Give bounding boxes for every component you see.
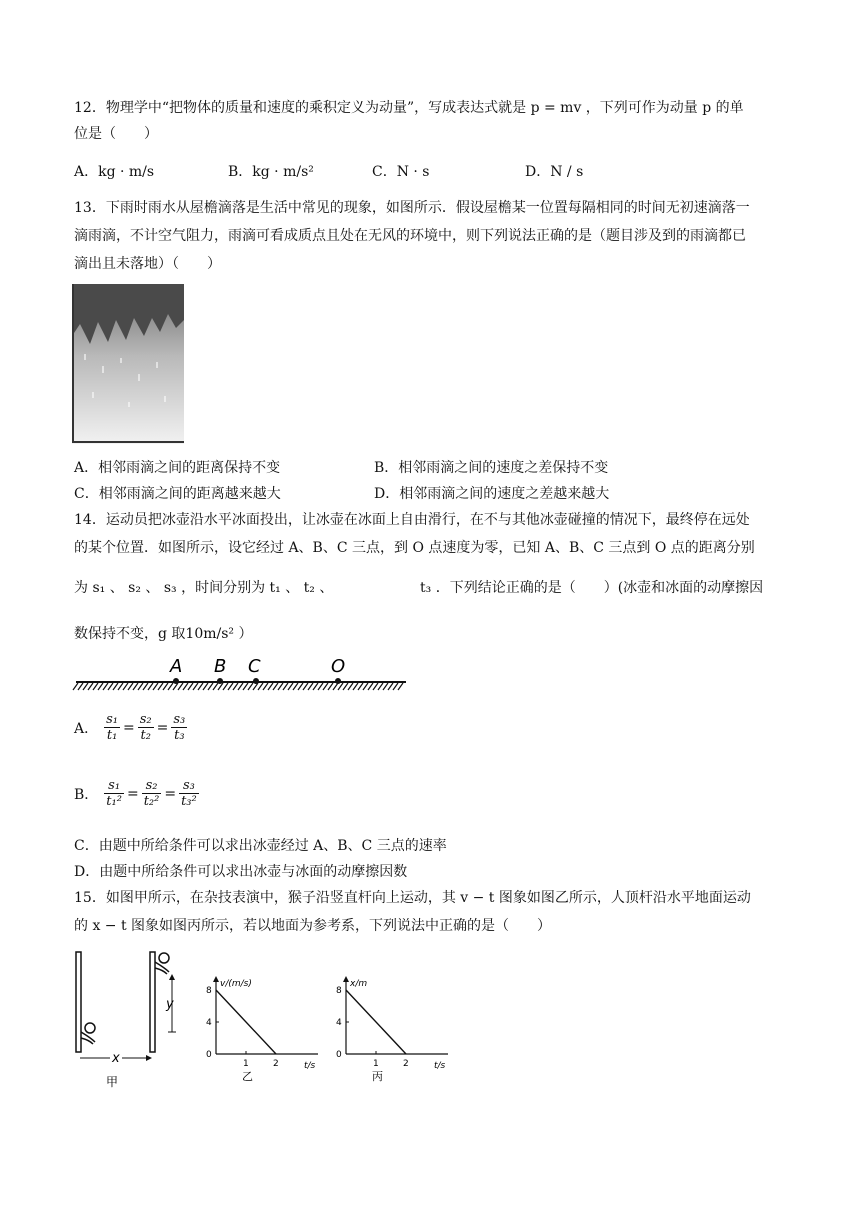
q13-line1: 13．下雨时雨水从屋檐滴落是生活中常见的现象，如图所示．假设屋檐某一位置每隔相同的时间无初速滴落一: [74, 200, 750, 216]
q14-option-b: B． $\frac{\text{s₁}}{\text{t₁²}}$ = $\frac{\text{s₂}}{\text{t₂²}}$ = $\frac{\text{s₃}}{\text{t₃²}}$: [74, 778, 197, 809]
ground-hatch: [228, 683, 233, 690]
chart-yi: [196, 976, 336, 1082]
ground-hatch: [93, 683, 98, 690]
ground-hatch: [223, 683, 228, 690]
q13-option-a: A．相邻雨滴之间的距离保持不变: [74, 460, 281, 476]
ground-hatch: [108, 683, 113, 690]
ground-hatch: [233, 683, 238, 690]
q13-option-d: D．相邻雨滴之间的速度之差越来越大: [374, 486, 610, 502]
q14-line2: 的某个位置．如图所示，设它经过 A、B、C 三点，到 O 点速度为零，已知 A、B、C 三点到 O 点的距离分别: [74, 540, 755, 556]
ground-hatch: [148, 683, 153, 690]
ground-hatch: [123, 683, 128, 690]
ground-hatch: [103, 683, 108, 690]
ground-hatch: [158, 683, 163, 690]
ground-hatch: [398, 683, 403, 690]
q12-line2: 位是（ ）: [74, 126, 158, 142]
x-tick-label: 2: [273, 1059, 279, 1069]
ground-hatch: [368, 683, 373, 690]
y-tick-label: 0: [206, 1050, 212, 1060]
ground-hatch: [283, 683, 288, 690]
ground-hatch: [173, 683, 178, 690]
ground-hatch: [128, 683, 133, 690]
q15-line1: 15．如图甲所示，在杂技表演中，猴子沿竖直杆向上运动，其 v − t 图象如图乙所示，人顶杆沿水平地面运动: [74, 890, 751, 906]
jia-caption: 甲: [106, 1075, 119, 1089]
q14-line4: 数保持不变，g 取10m/s² ）: [74, 626, 253, 642]
q14-option-b-label: B．: [74, 786, 99, 803]
ground-hatch: [203, 683, 208, 690]
ground-hatch: [248, 683, 253, 690]
x-tick-label: 1: [373, 1059, 379, 1069]
y-axis-label: x/m: [350, 979, 368, 989]
ground-hatch: [353, 683, 358, 690]
q13-option-c: C．相邻雨滴之间的距离越来越大: [74, 486, 281, 502]
ground-hatch: [343, 683, 348, 690]
ground-hatch: [378, 683, 383, 690]
point-a-label: A: [170, 656, 183, 677]
y-axis-arrow: [213, 976, 219, 982]
ground-hatch: [138, 683, 143, 690]
ground-hatch: [88, 683, 93, 690]
q14-option-c: C．由题中所给条件可以求出冰壶经过 A、B、C 三点的速率: [74, 838, 447, 854]
ground-hatch: [373, 683, 378, 690]
q15-line2: 的 x − t 图象如图丙所示，若以地面为参考系，下列说法中正确的是（ ）: [74, 918, 552, 934]
chart-caption: 丙: [372, 1070, 383, 1082]
ground-hatch: [388, 683, 393, 690]
ground-hatch: [333, 683, 338, 690]
fraction: $\frac{\text{s₃}}{\text{t₃²}}$: [181, 778, 197, 809]
ground-hatch: [348, 683, 353, 690]
ground-hatch: [168, 683, 173, 690]
ground-hatch: [118, 683, 123, 690]
ground-hatch: [153, 683, 158, 690]
ground-hatch: [208, 683, 213, 690]
monkey-icon: [81, 1023, 95, 1044]
ground-hatch: [218, 683, 223, 690]
q13-line3: 滴出且未落地）（ ）: [74, 256, 221, 272]
q14-line1: 14．运动员把冰壶沿水平冰面投出，让冰壶在冰面上自由滑行，在不与其他冰壶碰撞的情况下，最终停在远处: [74, 512, 750, 528]
ground-hatch: [298, 683, 303, 690]
ground-hatch: [188, 683, 193, 690]
y-tick-label: 4: [206, 1018, 212, 1028]
ground-hatch: [83, 683, 88, 690]
pole-right: [150, 952, 155, 1052]
y-tick-label: 0: [336, 1050, 342, 1060]
jia-y-label: y: [166, 997, 174, 1012]
ground-hatch: [393, 683, 398, 690]
q14-option-a-label: A．: [74, 720, 99, 737]
monkey-icon: [155, 953, 169, 974]
q14-line3b: t₃ ．下列结论正确的是（ ）(冰壶和冰面的动摩擦因: [420, 580, 764, 596]
ground-hatch: [268, 683, 273, 690]
q14-line3a: 为 s₁ 、 s₂ 、 s₃ ，时间分别为 t₁ 、 t₂ 、: [74, 580, 334, 596]
ground-hatch: [253, 683, 258, 690]
fraction: $\frac{\text{s₁}}{\text{t₁²}}$: [106, 778, 122, 809]
figure-jia: [70, 946, 200, 1092]
curling-track-figure: [72, 652, 412, 698]
ground-hatch: [98, 683, 103, 690]
chart-caption: 乙: [242, 1070, 253, 1082]
q13-line2: 滴雨滴，不计空气阻力，雨滴可看成质点且处在无风的环境中，则下列说法正确的是（题目涉及到的雨滴都已: [74, 228, 746, 244]
q14-option-d: D．由题中所给条件可以求出冰壶与冰面的动摩擦因数: [74, 864, 408, 880]
ground-hatch: [318, 683, 323, 690]
ground-hatch: [328, 683, 333, 690]
ground-hatch: [278, 683, 283, 690]
ground-hatch: [198, 683, 203, 690]
ground-hatch: [213, 683, 218, 690]
fraction: $\frac{\text{s₃}}{\text{t₃}}$: [173, 712, 186, 743]
y-tick-label: 4: [336, 1018, 342, 1028]
ground-hatch: [113, 683, 118, 690]
chart-bing: [326, 976, 476, 1082]
ground-hatch: [258, 683, 263, 690]
ground-hatch: [363, 683, 368, 690]
q12-option-c: C．N · s: [372, 164, 430, 180]
ground-hatch: [308, 683, 313, 690]
ground-hatch: [178, 683, 183, 690]
ground-hatch: [288, 683, 293, 690]
ground-hatch: [293, 683, 298, 690]
point-b-label: B: [214, 656, 227, 677]
y-axis-arrow: [343, 976, 349, 982]
y-tick-label: 8: [206, 986, 212, 996]
ground-hatch: [78, 683, 83, 690]
x-tick-label: 2: [403, 1059, 409, 1069]
ground-hatch: [273, 683, 278, 690]
ground-hatch: [313, 683, 318, 690]
ground-hatch: [143, 683, 148, 690]
ground-hatch: [183, 683, 188, 690]
jia-x-label: x: [112, 1051, 120, 1066]
ground-hatch: [243, 683, 248, 690]
x-tick-label: 1: [243, 1059, 249, 1069]
x-axis-label: t/s: [434, 1061, 446, 1071]
x-axis-label: t/s: [304, 1061, 316, 1071]
y-tick-label: 8: [336, 986, 342, 996]
ground-hatch: [163, 683, 168, 690]
data-line: [346, 990, 406, 1054]
data-line: [216, 990, 276, 1054]
q13-option-b: B．相邻雨滴之间的速度之差保持不变: [374, 460, 609, 476]
q14-option-a: A． $\frac{\text{s₁}}{\text{t₁}}$ = $\frac{\text{s₂}}{\text{t₂}}$ = $\frac{\text{s₃}}{\text{t₃}}$: [74, 712, 186, 743]
q12-line1: 12．物理学中“把物体的质量和速度的乘积定义为动量”，写成表达式就是 p = mv ，下列可作为动量 p 的单: [74, 100, 744, 116]
q12-option-d: D．N / s: [525, 164, 584, 180]
q12-option-b: B．kg · m/s²: [228, 164, 314, 180]
rain-photo: [72, 284, 184, 444]
ground-hatch: [193, 683, 198, 690]
ground-hatch: [73, 683, 78, 690]
ground-hatch: [338, 683, 343, 690]
ground-hatch: [323, 683, 328, 690]
ground-hatch: [358, 683, 363, 690]
pole-left: [76, 952, 81, 1052]
ground-hatch: [383, 683, 388, 690]
point-o-label: O: [331, 656, 346, 677]
ground-hatch: [263, 683, 268, 690]
ground-hatch: [238, 683, 243, 690]
point-c-label: C: [248, 656, 261, 677]
ground-hatch: [133, 683, 138, 690]
q12-option-a: A．kg · m/s: [74, 164, 155, 180]
y-axis-label: v/(m/s): [220, 979, 252, 989]
ground-hatch: [303, 683, 308, 690]
fraction: $\frac{\text{s₁}}{\text{t₁}}$: [106, 712, 119, 743]
fraction: $\frac{\text{s₂}}{\text{t₂²}}$: [143, 778, 160, 809]
fraction: $\frac{\text{s₂}}{\text{t₂}}$: [139, 712, 152, 743]
